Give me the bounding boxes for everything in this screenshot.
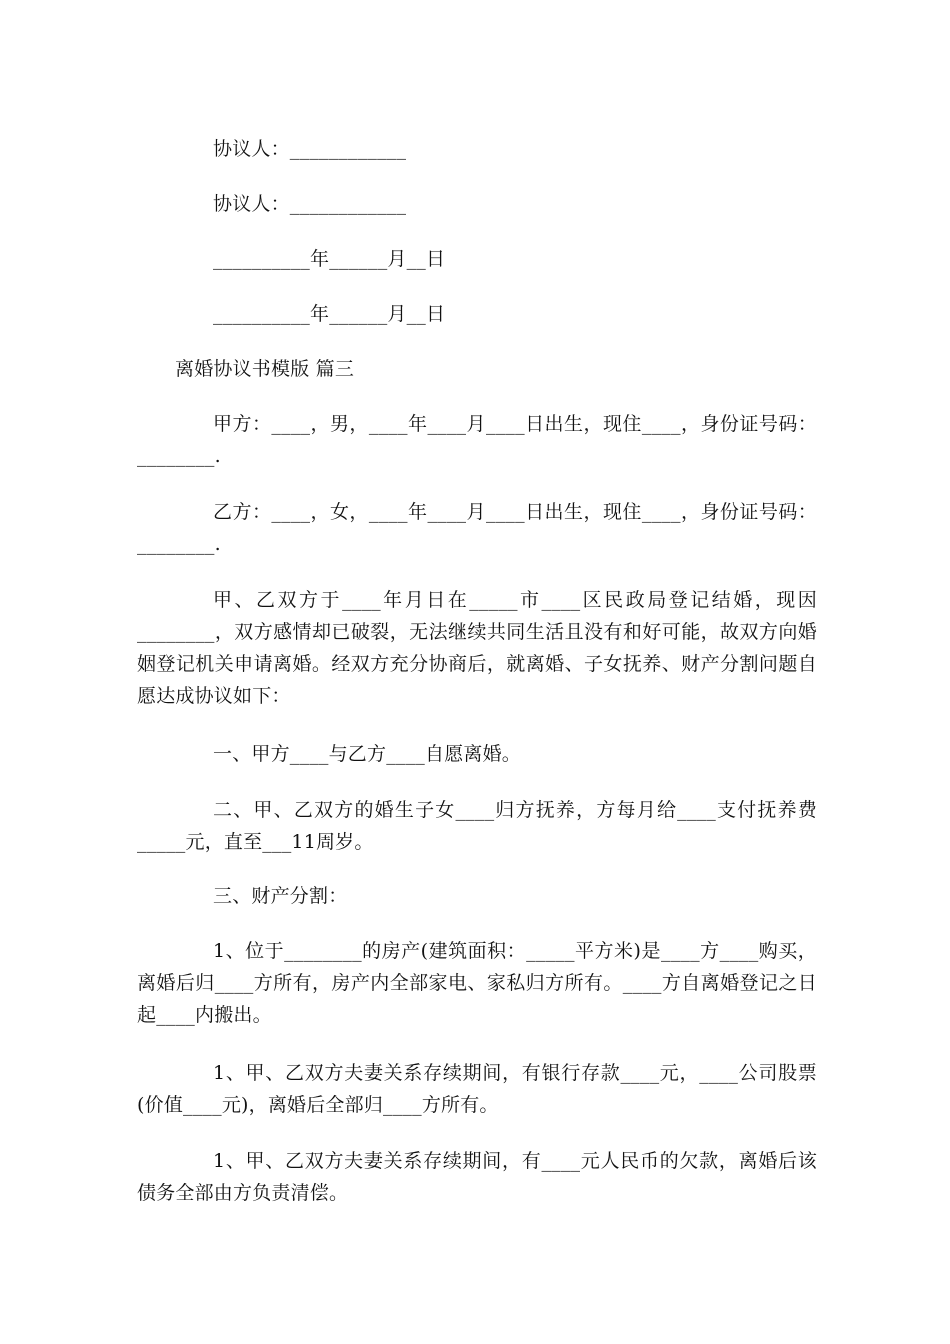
- section-title: 离婚协议书模版 篇三: [175, 358, 355, 380]
- signatory-line-1: 协议人：____________: [213, 138, 407, 160]
- property-savings-paragraph: 1、甲、乙双方夫妻关系存续期间，有银行存款____元，____公司股票(价值____元)，离婚后全部归____方所有。: [137, 1062, 817, 1116]
- preamble-paragraph: 甲、乙双方于____年月日在_____市____区民政局登记结婚，现因________，双方感情却已破裂，无法继续共同生活且没有和好可能，故双方向婚姻登记机关申请离婚。经双方充分协商后，就离婚、子女抚养、财产分割问题自愿达成协议如下：: [137, 589, 817, 707]
- date-line-2: __________年______月__日: [213, 303, 446, 325]
- clause-divorce: 一、甲方____与乙方____自愿离婚。: [213, 743, 522, 765]
- clause-child-custody: 二、甲、乙双方的婚生子女____归方抚养，方每月给____支付抚养费_____元，直至___11周岁。: [137, 799, 817, 853]
- clause-property-heading: 三、财产分割：: [213, 885, 348, 907]
- property-house-paragraph: 1、位于________的房产(建筑面积：_____平方米)是____方____购买，离婚后归____方所有，房产内全部家电、家私归方所有。____方自离婚登记之日起____内搬出。: [137, 940, 817, 1026]
- signatory-line-2: 协议人：____________: [213, 193, 407, 215]
- date-line-1: __________年______月__日: [213, 248, 446, 270]
- party-a-paragraph: 甲方：____，男，____年____月____日出生，现住____，身份证号码：________.: [137, 413, 817, 467]
- party-b-paragraph: 乙方：____，女，____年____月____日出生，现住____，身份证号码：________.: [137, 501, 817, 555]
- property-debt-paragraph: 1、甲、乙双方夫妻关系存续期间，有____元人民币的欠款，离婚后该债务全部由方负责清偿。: [137, 1150, 817, 1204]
